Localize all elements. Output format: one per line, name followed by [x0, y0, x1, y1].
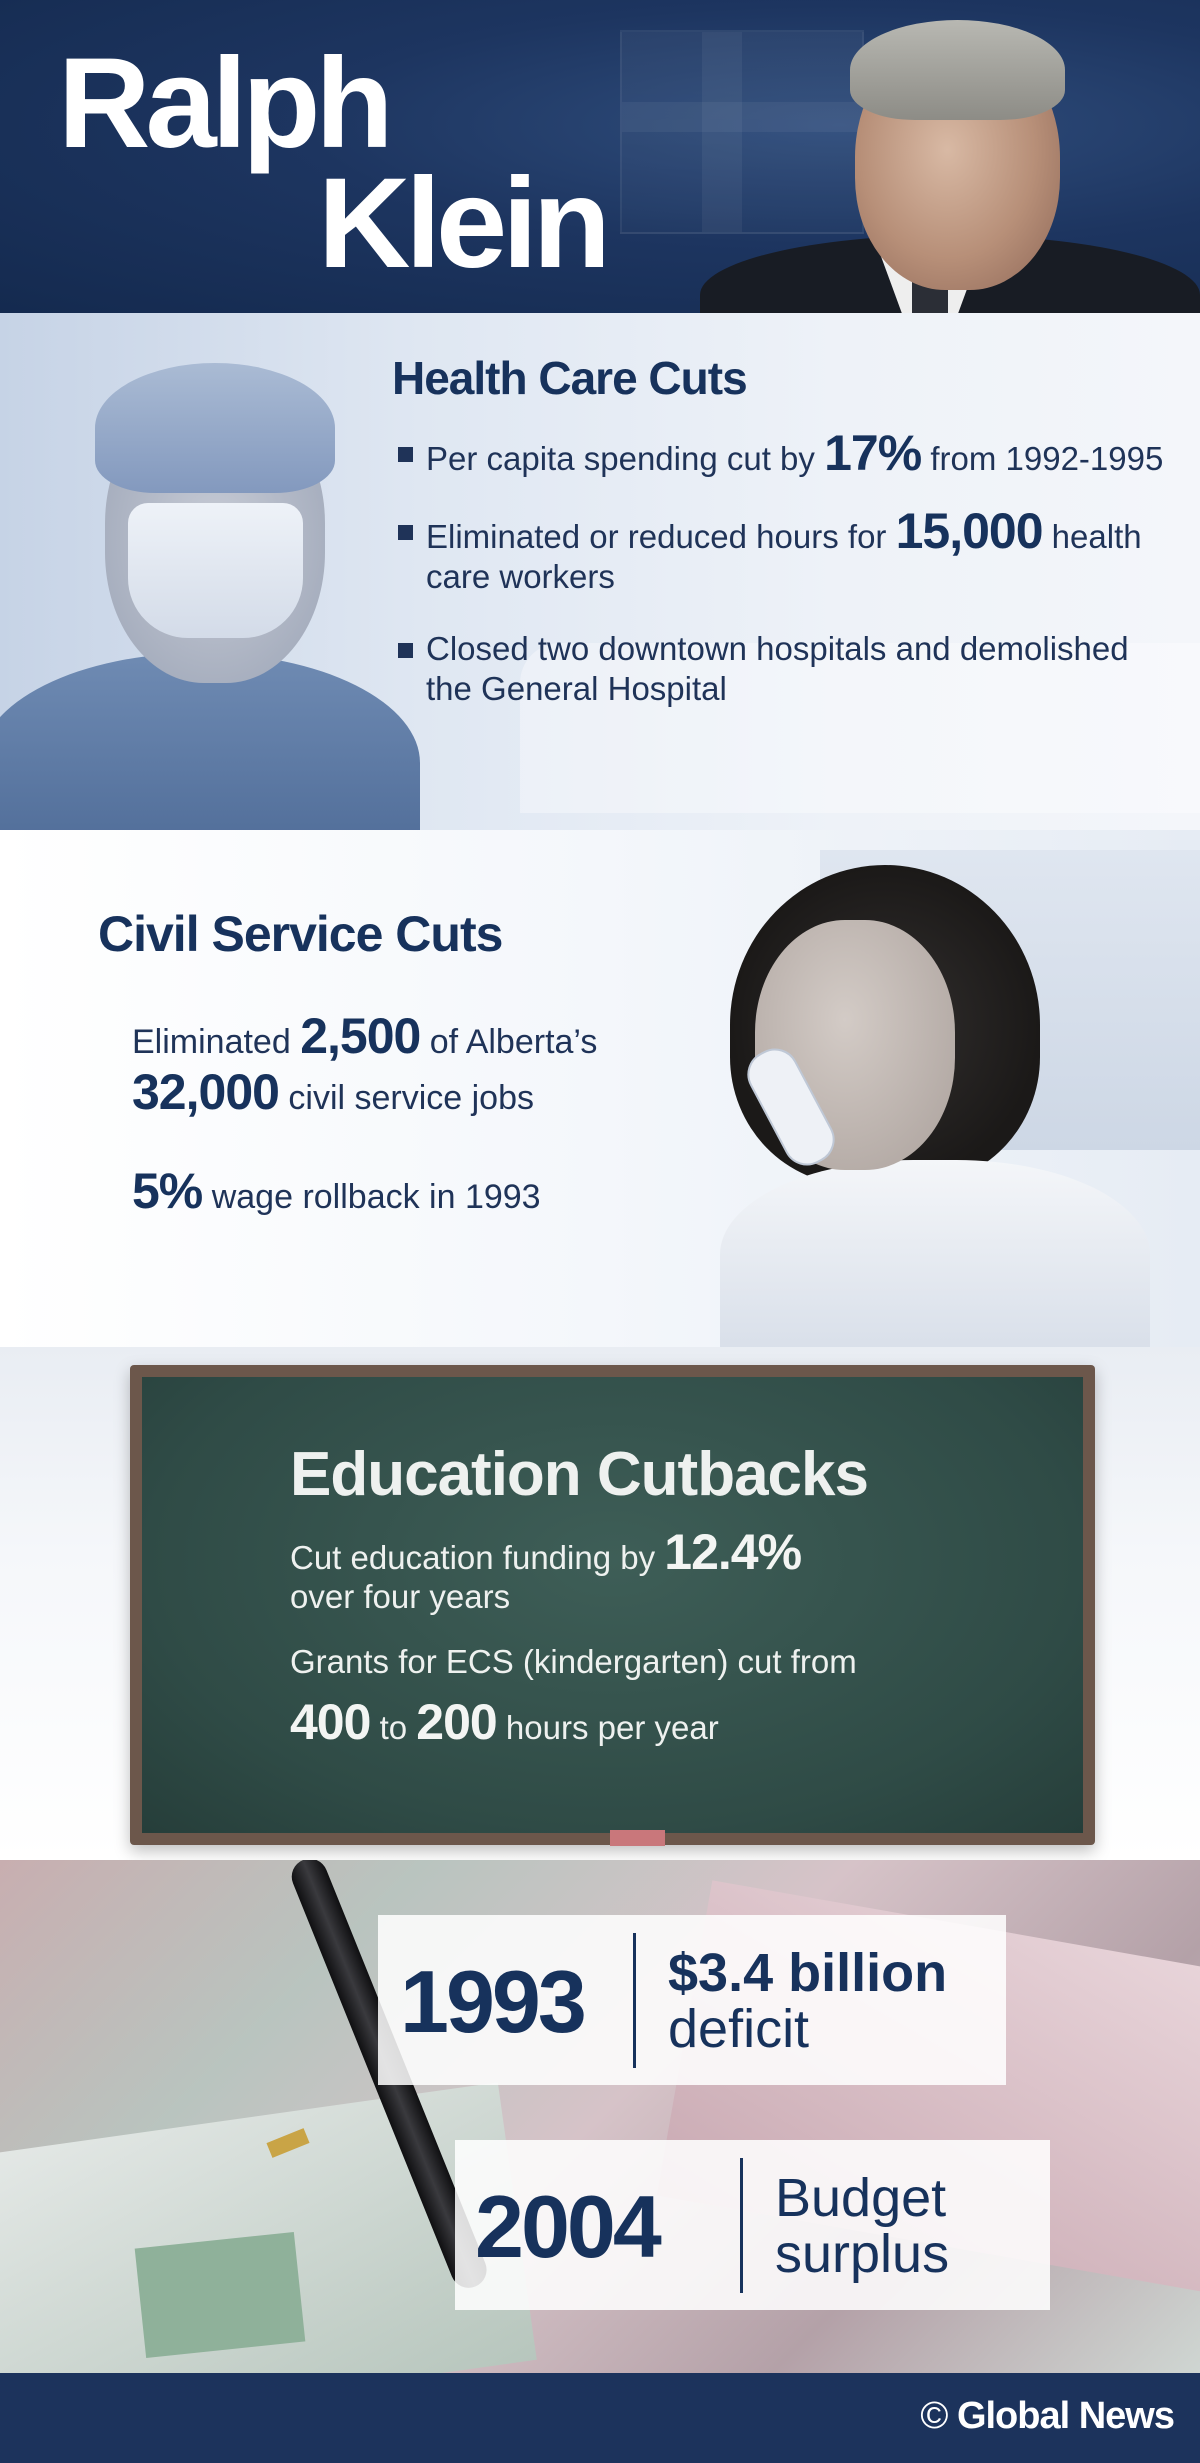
- copyright-icon: ©: [920, 2395, 948, 2437]
- bullet-text: health care workers: [426, 518, 1142, 595]
- wage-rollback-line: [132, 1165, 541, 1223]
- civil-service-section: [0, 830, 1200, 1347]
- civil-jobs-line1: [132, 1010, 597, 1068]
- bullet-text: Closed two downtown hospitals and demolished the General Hospital: [426, 630, 1129, 707]
- stat-text: wage rollback in 1993: [202, 1178, 541, 1216]
- education-funding-line: [290, 1524, 802, 1580]
- ecs-hours-line: [290, 1694, 719, 1750]
- stat-text: to: [370, 1709, 417, 1746]
- list-item: [398, 425, 1178, 481]
- surplus-panel: [455, 2140, 1050, 2310]
- twenty-dollar-note: [135, 2232, 306, 2358]
- civil-section-title: Civil Service Cuts: [98, 906, 503, 962]
- bullet-square-icon: [398, 447, 413, 462]
- worker-shirt: [720, 1160, 1150, 1347]
- budget-section: [0, 1860, 1200, 2373]
- education-period-line: over four years: [290, 1578, 511, 1615]
- bullet-square-icon: [398, 643, 413, 658]
- deficit-panel: [378, 1915, 1006, 2085]
- chalkboard: [130, 1365, 1095, 1845]
- health-care-section: [0, 313, 1200, 830]
- stat-highlight: 12.4%: [664, 1524, 802, 1580]
- title-last-name: Klein: [318, 152, 606, 295]
- stat-highlight: 32,000: [132, 1064, 279, 1120]
- deficit-year: 1993: [400, 1952, 584, 2051]
- bullet-text: from 1992-1995: [921, 440, 1164, 477]
- bullet-highlight: 17%: [824, 425, 922, 481]
- surplus-label: surplus: [775, 2224, 950, 2284]
- stat-text: civil service jobs: [278, 1079, 535, 1117]
- bullet-text: Eliminated or reduced hours for: [426, 518, 896, 555]
- panel-divider: [633, 1933, 636, 2068]
- health-section-title: Health Care Cuts: [392, 352, 747, 404]
- chalk-eraser: [610, 1830, 665, 1846]
- stat-highlight: 2,500: [300, 1008, 421, 1064]
- education-section: [0, 1347, 1200, 1860]
- surplus-label: Budget: [775, 2168, 947, 2228]
- bullet-text: Per capita spending cut by: [426, 440, 825, 477]
- header-banner: [0, 0, 1200, 313]
- brand-name: Global News: [956, 2395, 1174, 2437]
- health-bullet-list: [398, 425, 1178, 741]
- portrait-hair: [850, 20, 1065, 120]
- stat-text: of Alberta’s: [420, 1023, 598, 1061]
- panel-divider: [740, 2158, 743, 2293]
- stat-highlight: 5%: [132, 1163, 203, 1219]
- civil-jobs-line2: [132, 1066, 534, 1124]
- stat-text: Eliminated: [132, 1023, 301, 1061]
- stat-text: Cut education funding by: [290, 1539, 665, 1576]
- surgical-mask: [128, 503, 303, 638]
- education-section-title: Education Cutbacks: [290, 1440, 868, 1509]
- deficit-description: [668, 1945, 947, 2057]
- alberta-flag-backdrop: [620, 30, 864, 234]
- bullet-highlight: 15,000: [895, 503, 1043, 559]
- surplus-description: [775, 2170, 949, 2282]
- list-item: [398, 629, 1178, 709]
- chalkboard-surface: [142, 1377, 1083, 1833]
- title-first-name: Ralph: [58, 32, 389, 175]
- footer-bar: [0, 2373, 1200, 2463]
- global-news-credit: [920, 2395, 1174, 2438]
- list-item: [398, 503, 1178, 597]
- stat-highlight: 400: [290, 1694, 371, 1750]
- ecs-grants-line: Grants for ECS (kindergarten) cut from: [290, 1643, 857, 1680]
- surplus-year: 2004: [475, 2177, 659, 2276]
- deficit-amount: $3.4 billion: [668, 1943, 948, 2003]
- stat-highlight: 200: [416, 1694, 497, 1750]
- surgical-cap: [95, 363, 335, 493]
- deficit-label: deficit: [668, 1999, 810, 2059]
- stat-text: hours per year: [496, 1709, 719, 1746]
- bullet-square-icon: [398, 525, 413, 540]
